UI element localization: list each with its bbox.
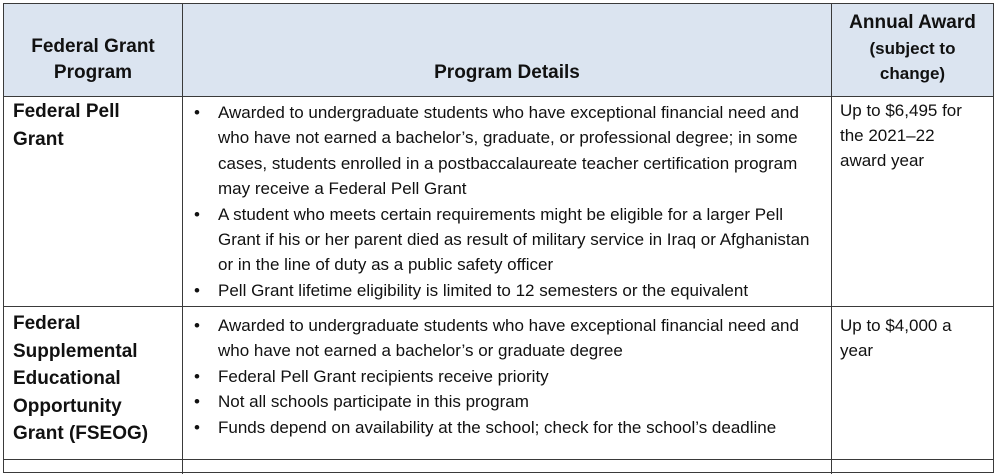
header-federal-grant-program [4, 34, 182, 86]
detail-text: Funds depend on availability at the school; check for the school’s deadline [218, 417, 777, 437]
award-line: award year [840, 151, 925, 170]
program-name-line: Opportunity [13, 395, 122, 417]
detail-text: Awarded to undergraduate students who have exceptional financial need and who have not earned a bachelor’s, graduate, or professional degree; in some cases, students enrolled in a postbaccalaureate teacher certification program may receive a Federal Pell Grant [218, 103, 799, 199]
program-name-line: Educational [13, 368, 121, 389]
list-item [190, 278, 826, 303]
pell-details-list [190, 100, 826, 303]
program-name-line: Supplemental [13, 340, 138, 362]
award-pell [840, 98, 990, 173]
list-item [190, 364, 826, 389]
header-text: Program [53, 62, 133, 83]
list-item [190, 415, 826, 440]
program-name-pell [13, 98, 178, 153]
list-item [190, 313, 826, 364]
fseog-details-list [190, 313, 826, 440]
row-divider [4, 459, 993, 460]
program-name-line: Grant [13, 128, 64, 150]
bullet-icon: • [194, 280, 200, 300]
program-name-line: Federal [13, 313, 81, 334]
award-line: year [840, 341, 874, 360]
bullet-icon: • [194, 103, 200, 122]
bullet-icon: • [194, 316, 200, 335]
list-item [190, 100, 826, 202]
header-annual-award [832, 10, 993, 86]
detail-text: Pell Grant lifetime eligibility is limited to 12 semesters or the equivalent [218, 280, 749, 300]
program-name-line: Grant (FSEOG) [13, 423, 149, 444]
detail-text: Federal Pell Grant recipients receive priority [218, 366, 549, 386]
grant-table [3, 3, 994, 473]
bullet-icon: • [194, 392, 200, 412]
bullet-icon: • [194, 417, 200, 437]
award-line: Up to $4,000 a [840, 316, 952, 335]
list-item [190, 202, 826, 278]
header-text: Federal Grant [31, 36, 155, 57]
header-text: Annual Award [849, 12, 976, 33]
award-line: the 2021–22 [840, 126, 935, 145]
list-item [190, 389, 826, 414]
header-subtext: (subject to [869, 39, 956, 58]
bullet-icon: • [194, 204, 200, 224]
bullet-icon: • [194, 366, 200, 386]
award-line: Up to $6,495 for [840, 101, 962, 120]
header-subtext: change) [879, 64, 946, 83]
header-program-details: Program Details [434, 62, 580, 83]
program-name-line: Federal Pell [13, 101, 120, 122]
row-divider [4, 306, 993, 307]
award-fseog [840, 313, 990, 363]
program-name-fseog [13, 310, 178, 448]
detail-text: A student who meets certain requirements might be eligible for a larger Pell Grant if his or her parent died as result of military service in Iraq or Afghanistan or in the line of duty as a public safety officer [218, 204, 810, 275]
detail-text: Awarded to undergraduate students who have exceptional financial need and who have not earned a bachelor’s or graduate degree [218, 316, 799, 361]
detail-text: Not all schools participate in this program [218, 392, 529, 412]
